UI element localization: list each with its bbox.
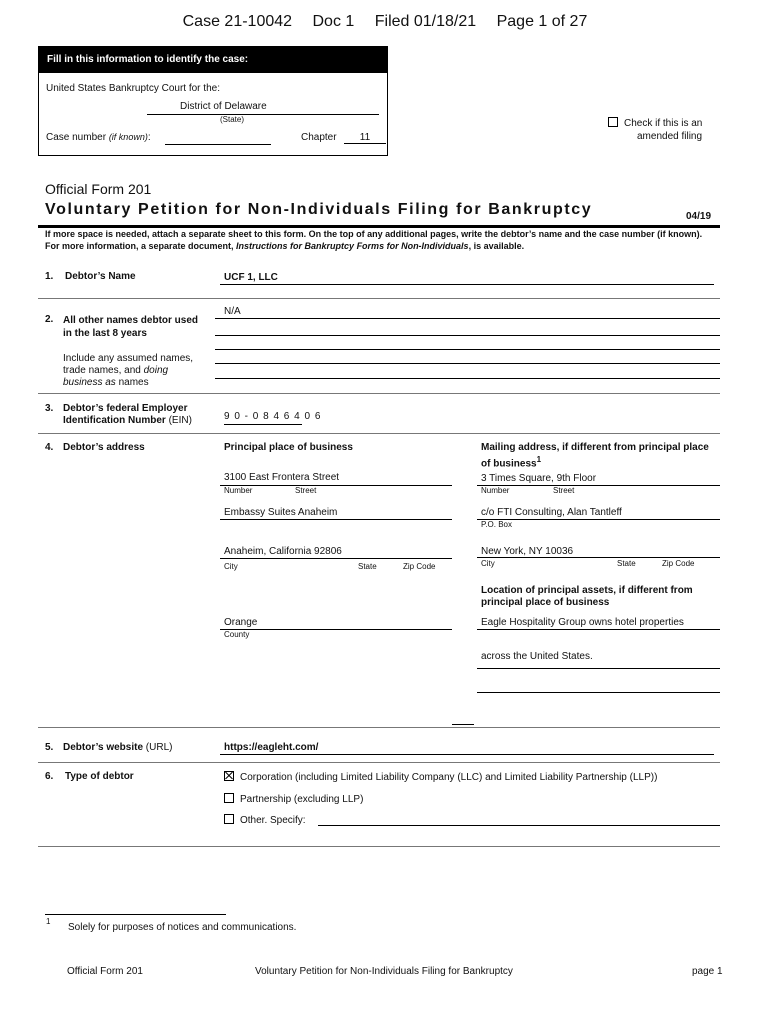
partnership-checkbox[interactable]: [224, 793, 234, 803]
principal-heading: Principal place of business: [224, 442, 353, 453]
assets-line1: Eagle Hospitality Group owns hotel properties: [481, 617, 684, 628]
assets-line2: across the United States.: [481, 651, 593, 662]
case-number-header: Case 21-10042: [182, 13, 293, 30]
footer-form-title: Voluntary Petition for Non-Individuals Filing for Bankruptcy: [255, 966, 513, 977]
principal-street: 3100 East Frontera Street: [224, 472, 340, 483]
mailing-heading: Mailing address, if different from principal place of business$^1$: [481, 442, 709, 470]
doc-number-header: Doc 1: [312, 13, 355, 30]
q1-label: Debtor’s Name: [65, 271, 136, 282]
principal-state-label: State: [358, 562, 377, 571]
footer-form-name: Official Form 201: [67, 966, 143, 977]
other-names-value: N/A: [224, 306, 241, 317]
q2-note: Include any assumed names, trade names, and doing business as names: [63, 353, 194, 388]
mailing-city: New York, NY 10036: [481, 546, 574, 557]
case-number-label: Case number (if known):: [46, 132, 151, 143]
amended-checkbox-row[interactable]: [608, 117, 702, 129]
footer-page-number: page 1: [692, 966, 723, 977]
debtor-type-partnership[interactable]: Partnership (excluding LLP): [224, 793, 363, 805]
amended-label-1: Check if this is an: [624, 118, 703, 129]
mailing-street-label: Street: [553, 486, 575, 495]
mailing-city-label: City: [481, 559, 495, 568]
corporation-checkbox[interactable]: [224, 771, 234, 781]
principal-city: Anaheim, California 92806: [224, 546, 342, 557]
q1-number: 1.: [45, 271, 54, 282]
assets-heading: Location of principal assets, if different from principal place of business: [481, 585, 693, 608]
q2-number: 2.: [45, 314, 54, 325]
principal-zip-label: Zip Code: [403, 562, 436, 571]
state-label: (State): [220, 115, 245, 124]
q5-label: Debtor’s website (URL): [63, 742, 173, 753]
county-label: County: [224, 630, 250, 639]
q4-label: Debtor’s address: [63, 442, 145, 453]
debtor-name-value: UCF 1, LLC: [224, 272, 278, 283]
website-value[interactable]: https://eagleht.com/: [224, 742, 319, 753]
q3-label: Debtor’s federal Employer Identification Number (EIN): [63, 403, 192, 426]
amended-label-2: amended filing: [637, 131, 703, 142]
form-name: Official Form 201: [45, 181, 152, 197]
chapter-value: 11: [344, 132, 386, 144]
amended-checkbox[interactable]: [608, 117, 618, 127]
q6-number: 6.: [45, 771, 54, 782]
form-title: Voluntary Petition for Non-Individuals Filing for Bankruptcy: [45, 201, 593, 218]
q6-label: Type of debtor: [65, 771, 134, 782]
q3-number: 3.: [45, 403, 54, 414]
case-id-bar: Fill in this information to identify the case:: [39, 47, 387, 73]
ein-value: 9 0 - 0 8 4 6 4 0 6: [224, 411, 322, 422]
principal-line2: Embassy Suites Anaheim: [224, 507, 338, 518]
q2-label: All other names debtor used in the last 8 years: [63, 315, 199, 339]
case-number-field[interactable]: [165, 132, 271, 145]
district-value: District of Delaware: [180, 101, 267, 112]
debtor-type-other[interactable]: Other. Specify:: [224, 814, 306, 826]
case-header: [0, 13, 770, 31]
mailing-state-label: State: [617, 559, 636, 568]
po-box-label: P.O. Box: [481, 520, 512, 529]
mailing-line2: c/o FTI Consulting, Alan Tantleff: [481, 507, 622, 518]
debtor-type-corporation[interactable]: Corporation (including Limited Liability Company (LLC) and Limited Liability Partnership (LLP)): [224, 771, 657, 783]
chapter-label: Chapter: [301, 132, 337, 143]
footnote-mark: 1: [46, 917, 51, 926]
filed-date-header: Filed 01/18/21: [374, 13, 477, 30]
principal-street-label: Street: [295, 486, 317, 495]
court-label: United States Bankruptcy Court for the:: [46, 83, 220, 94]
principal-county: Orange: [224, 617, 258, 628]
q5-number: 5.: [45, 742, 54, 753]
form-version: 04/19: [686, 211, 712, 222]
q4-number: 4.: [45, 442, 54, 453]
principal-number-label: Number: [224, 486, 253, 495]
mailing-street: 3 Times Square, 9th Floor: [481, 473, 597, 484]
footnote-text: Solely for purposes of notices and communications.: [68, 922, 297, 933]
other-checkbox[interactable]: [224, 814, 234, 824]
page-count-header: Page 1 of 27: [496, 13, 588, 30]
mailing-zip-label: Zip Code: [662, 559, 695, 568]
mailing-number-label: Number: [481, 486, 510, 495]
principal-city-label: City: [224, 562, 238, 571]
case-id-box: [38, 46, 388, 156]
form-instructions: If more space is needed, attach a separate sheet to this form. On the top of any additional pages, write the debtor’s name and the case number (if known). For more information, a separate document, Instructions for Bankruptcy Forms for Non-Individuals, is available.: [45, 229, 703, 251]
